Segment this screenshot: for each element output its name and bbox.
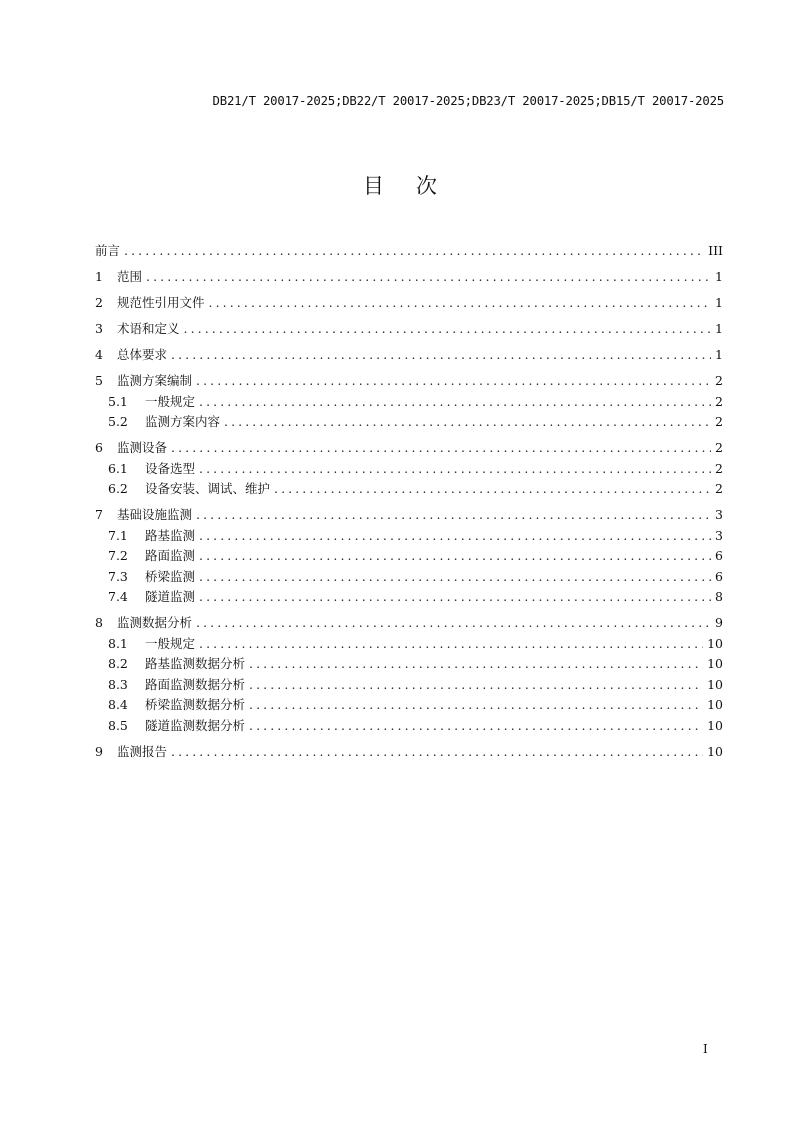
toc-entry-page: 3 <box>715 507 723 522</box>
toc-entry-number: 9 <box>95 743 103 759</box>
toc-entry-number: 8.5 <box>108 717 128 733</box>
toc-entry-page: 2 <box>715 373 723 388</box>
toc-entry-page: 10 <box>707 656 723 671</box>
toc-entry-number: 2 <box>95 295 103 310</box>
toc-entry-title: 设备选型 <box>145 460 196 476</box>
toc-entry[interactable] <box>95 613 723 634</box>
toc-entry-number: 7.3 <box>108 568 128 584</box>
toc-entry-page: 10 <box>707 635 723 651</box>
toc-entry-number: 5.1 <box>108 393 128 409</box>
toc-entry-number: 6.1 <box>108 460 128 476</box>
toc-dot-leader <box>249 675 703 696</box>
toc-dot-leader <box>199 526 711 547</box>
toc-dot-leader <box>171 742 703 763</box>
toc-entry[interactable] <box>95 479 723 500</box>
table-of-contents <box>95 241 723 762</box>
toc-entry-number: 8.2 <box>108 656 128 671</box>
toc-entry[interactable] <box>95 675 723 696</box>
page-title-char: 目 <box>363 174 384 198</box>
toc-entry-page: 8 <box>715 589 723 604</box>
toc-entry[interactable] <box>95 345 723 366</box>
toc-entry-title: 基础设施监测 <box>117 507 193 522</box>
toc-entry-page: 2 <box>715 481 723 496</box>
page-number: I <box>703 1042 708 1056</box>
toc-entry[interactable] <box>95 567 723 588</box>
toc-entry-page: 1 <box>715 347 723 362</box>
toc-dot-leader <box>146 267 711 288</box>
toc-entry-title: 前言 <box>95 243 121 258</box>
toc-entry-title: 监测设备 <box>117 440 168 455</box>
toc-dot-leader <box>224 412 711 433</box>
toc-dot-leader <box>249 695 703 716</box>
toc-entry-page: 2 <box>715 440 723 455</box>
toc-dot-leader <box>199 392 711 413</box>
toc-dot-leader <box>196 371 711 392</box>
toc-entry[interactable] <box>95 505 723 526</box>
toc-entry[interactable] <box>95 371 723 392</box>
toc-entry-title: 监测方案编制 <box>117 373 193 388</box>
toc-entry-number: 6 <box>95 440 103 455</box>
toc-entry[interactable] <box>95 526 723 547</box>
toc-dot-leader <box>184 319 712 340</box>
toc-dot-leader <box>196 505 711 526</box>
toc-entry[interactable] <box>95 716 723 737</box>
toc-entry-title: 路基监测数据分析 <box>145 656 246 671</box>
toc-entry[interactable] <box>95 293 723 314</box>
toc-entry-title: 隧道监测数据分析 <box>145 717 246 733</box>
toc-entry[interactable] <box>95 438 723 459</box>
toc-entry-page: 6 <box>715 548 723 563</box>
toc-entry[interactable] <box>95 742 723 763</box>
toc-entry-number: 7.1 <box>108 527 128 543</box>
toc-entry-title: 路面监测 <box>145 548 196 563</box>
toc-entry-page: 1 <box>715 321 723 336</box>
toc-entry-number: 5.2 <box>108 414 128 429</box>
toc-entry-number: 1 <box>95 269 103 284</box>
toc-entry[interactable] <box>95 459 723 480</box>
toc-entry[interactable] <box>95 695 723 716</box>
toc-entry[interactable] <box>95 634 723 655</box>
toc-entry-title: 范围 <box>117 269 143 284</box>
toc-dot-leader <box>209 293 712 314</box>
toc-entry[interactable] <box>95 587 723 608</box>
toc-entry-page: 2 <box>715 393 723 409</box>
toc-entry-page: 1 <box>715 269 723 284</box>
toc-entry-title: 监测报告 <box>117 743 168 759</box>
toc-entry-title: 一般规定 <box>145 393 196 409</box>
toc-entry-number: 7.4 <box>108 589 128 604</box>
toc-dot-leader <box>249 716 703 737</box>
toc-entry-page: 9 <box>715 615 723 630</box>
toc-entry-page: 10 <box>707 676 723 692</box>
toc-entry-title: 规范性引用文件 <box>117 295 205 310</box>
page-title-char: 次 <box>416 174 437 198</box>
toc-dot-leader <box>196 613 711 634</box>
toc-entry-number: 7 <box>95 507 103 522</box>
toc-dot-leader <box>199 546 711 567</box>
toc-dot-leader <box>199 567 711 588</box>
toc-entry-number: 8.4 <box>108 697 128 712</box>
page-title <box>0 170 800 200</box>
toc-entry[interactable] <box>95 654 723 675</box>
toc-dot-leader <box>274 479 711 500</box>
toc-entry[interactable] <box>95 546 723 567</box>
toc-entry-page: 10 <box>707 697 723 712</box>
toc-entry-title: 路基监测 <box>145 527 196 543</box>
document-header: DB21/T 20017-2025;DB22/T 20017-2025;DB23/T 20017-2025;DB15/T 20017-2025 <box>212 94 724 108</box>
toc-entry-page: 2 <box>715 414 723 429</box>
toc-dot-leader <box>171 345 711 366</box>
toc-entry-title: 设备安装、调试、维护 <box>145 481 271 496</box>
toc-entry-title: 路面监测数据分析 <box>145 676 246 692</box>
toc-entry-number: 7.2 <box>108 548 128 563</box>
toc-entry-page: 6 <box>715 568 723 584</box>
toc-entry[interactable] <box>95 319 723 340</box>
toc-entry-title: 总体要求 <box>117 347 168 362</box>
toc-dot-leader <box>199 459 711 480</box>
toc-entry[interactable] <box>95 241 723 262</box>
toc-entry[interactable] <box>95 267 723 288</box>
toc-dot-leader <box>171 438 711 459</box>
toc-entry-title: 监测方案内容 <box>145 414 221 429</box>
toc-entry-page: 10 <box>707 717 723 733</box>
toc-entry-title: 隧道监测 <box>145 589 196 604</box>
toc-entry-number: 8.3 <box>108 676 128 692</box>
toc-entry-page: 1 <box>715 295 723 310</box>
toc-entry-number: 3 <box>95 321 103 336</box>
toc-entry-page: III <box>708 243 723 258</box>
toc-dot-leader <box>199 587 711 608</box>
toc-entry-title: 桥梁监测数据分析 <box>145 697 246 712</box>
toc-entry-page: 3 <box>715 527 723 543</box>
toc-entry-page: 10 <box>707 743 723 759</box>
toc-entry-number: 8 <box>95 615 103 630</box>
toc-entry-number: 8.1 <box>108 635 128 651</box>
toc-entry[interactable] <box>95 412 723 433</box>
toc-dot-leader <box>249 654 703 675</box>
toc-entry-title: 桥梁监测 <box>145 568 196 584</box>
toc-entry-page: 2 <box>715 460 723 476</box>
toc-entry-title: 监测数据分析 <box>117 615 193 630</box>
toc-entry-title: 术语和定义 <box>117 321 180 336</box>
toc-dot-leader <box>124 241 704 262</box>
toc-entry[interactable] <box>95 392 723 413</box>
toc-entry-number: 6.2 <box>108 481 128 496</box>
toc-entry-number: 4 <box>95 347 103 362</box>
toc-entry-title: 一般规定 <box>145 635 196 651</box>
toc-entry-number: 5 <box>95 373 103 388</box>
toc-dot-leader <box>199 634 703 655</box>
